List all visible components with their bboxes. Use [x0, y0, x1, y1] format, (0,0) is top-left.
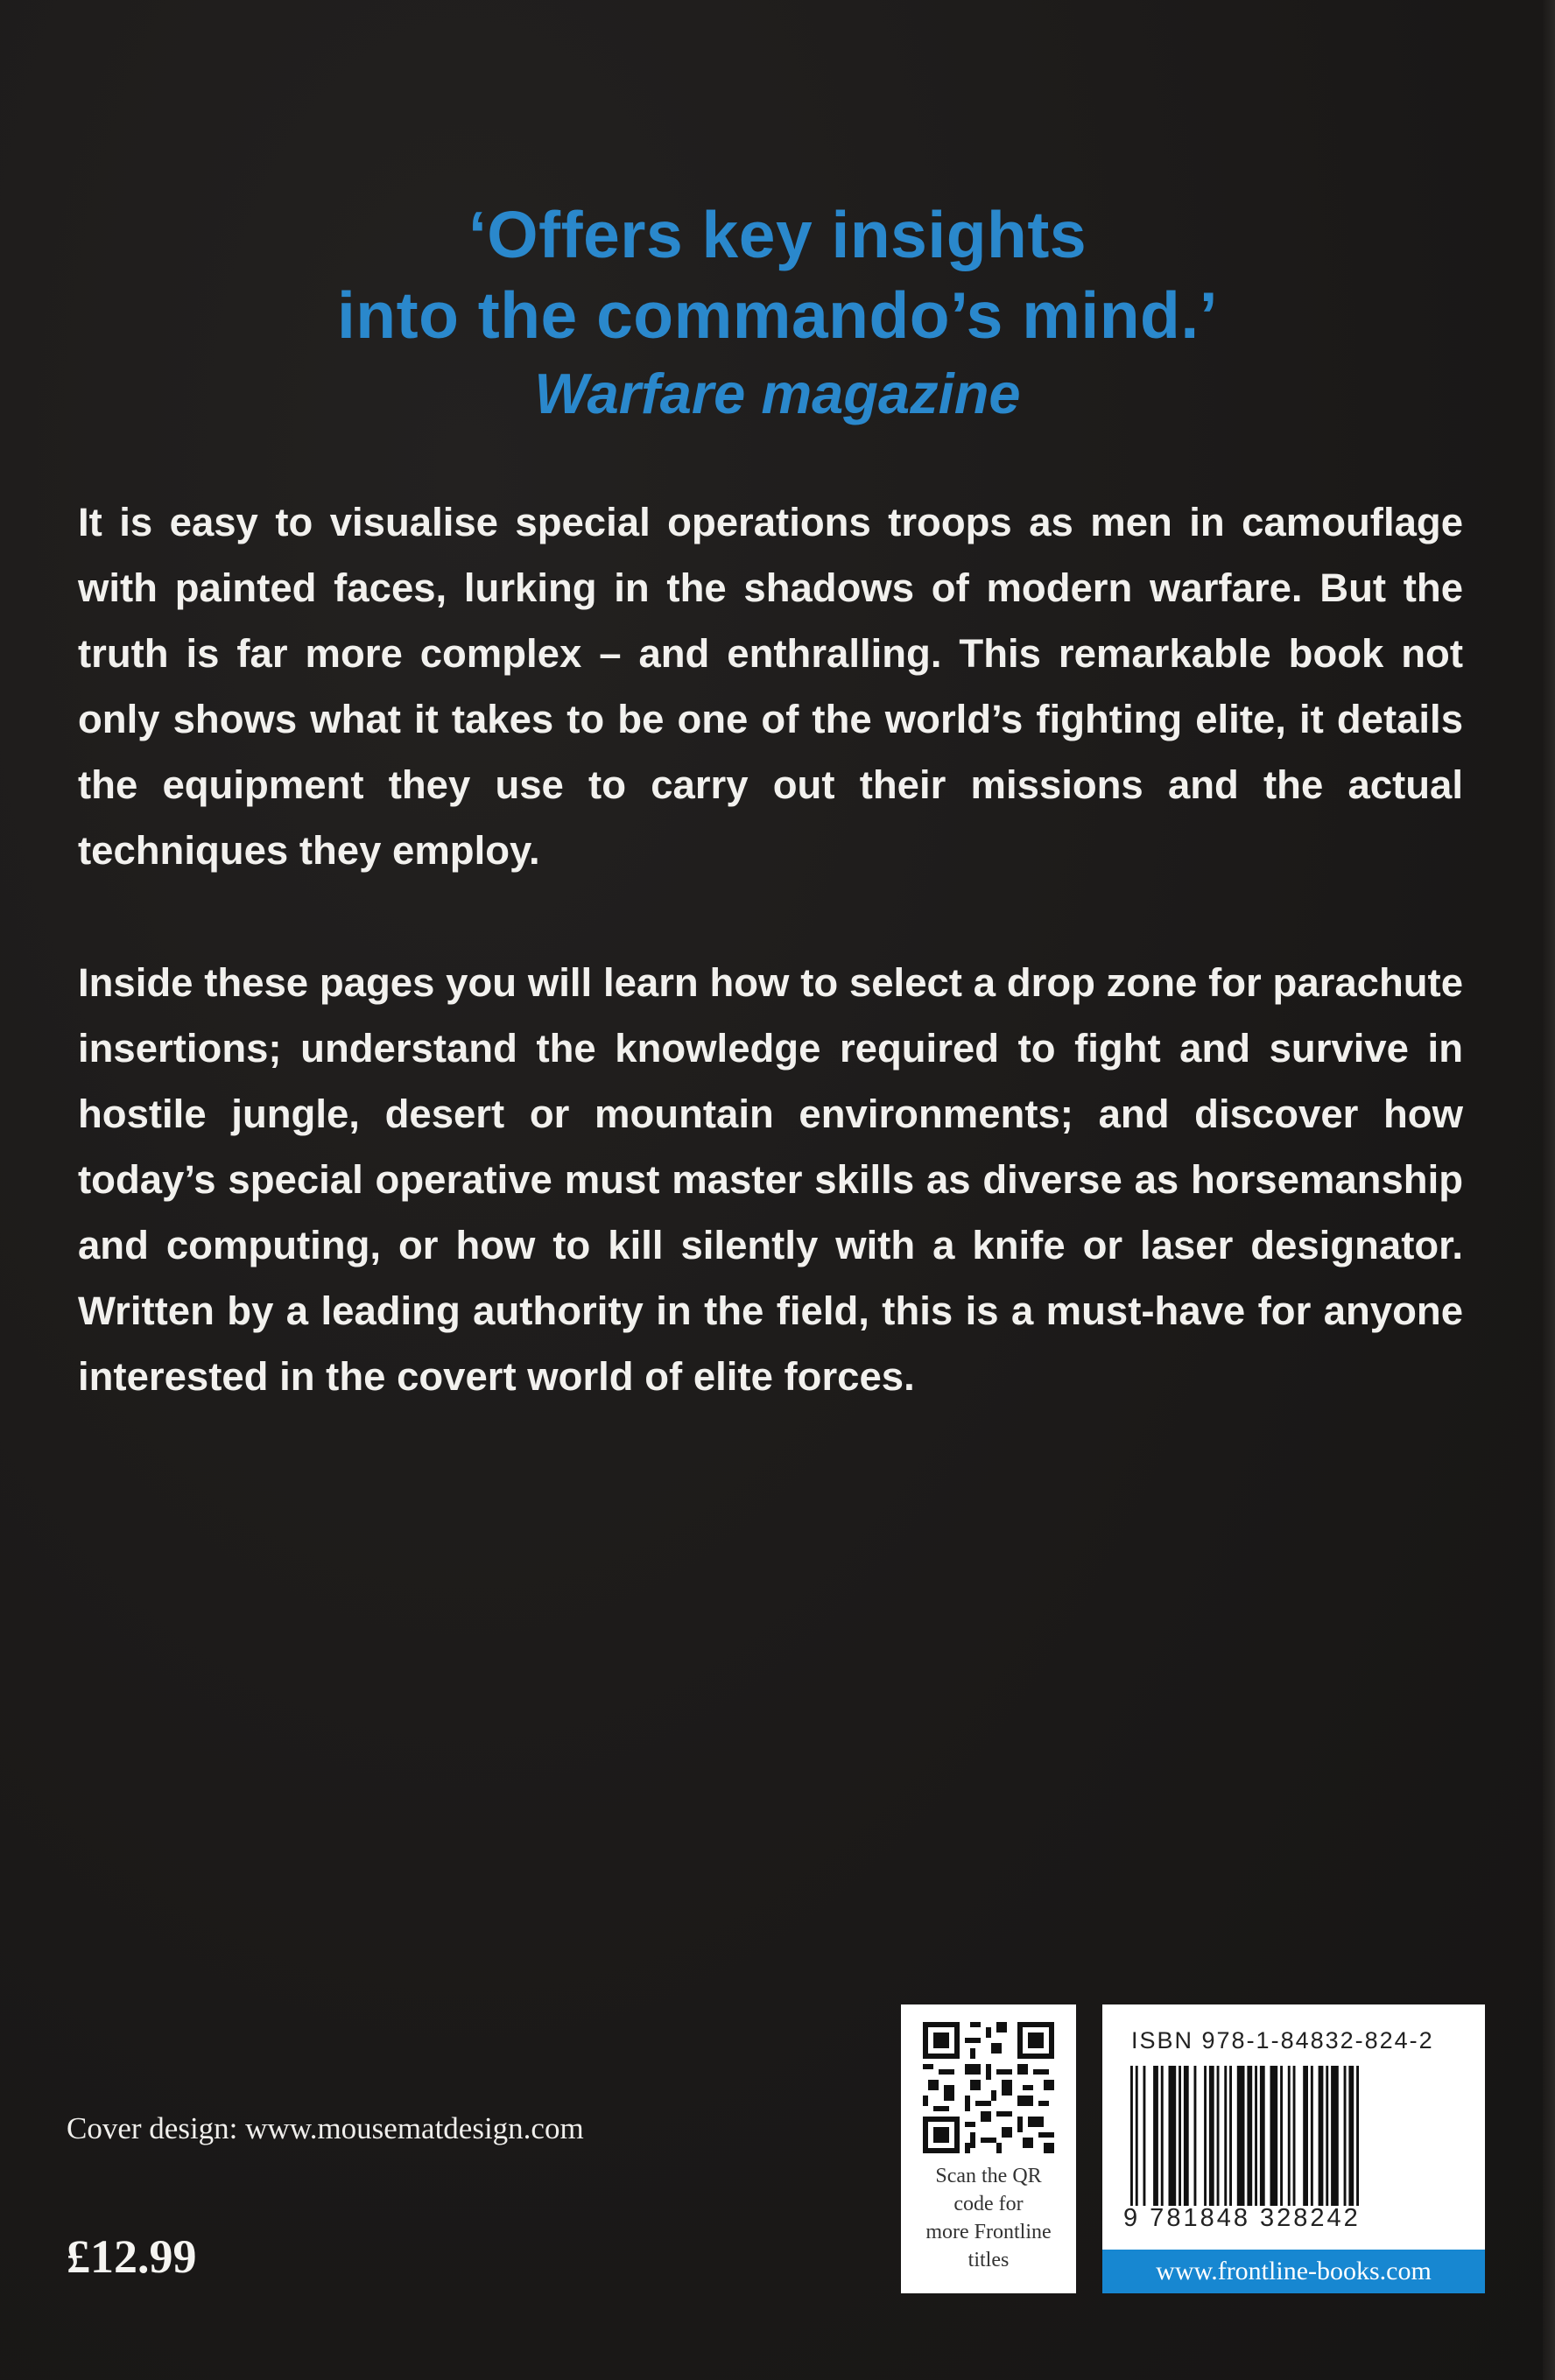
- cover-design-credit: Cover design: www.mousematdesign.com: [67, 2111, 584, 2145]
- barcode-bar: [1229, 2066, 1232, 2206]
- qr-caption-line: more Frontline: [925, 2221, 1052, 2243]
- barcode-bar: [1143, 2066, 1146, 2206]
- barcode-bar: [1356, 2066, 1359, 2206]
- quote-source: Warfare magazine: [534, 362, 1021, 425]
- isbn-panel: [1102, 2004, 1485, 2293]
- qr-caption-line: titles: [967, 2249, 1010, 2271]
- barcode-bar: [1311, 2066, 1313, 2206]
- barcode-bar: [1348, 2066, 1354, 2206]
- blurb-paragraph-2: Inside these pages you will learn how to select a drop zone for parachute insertions; understand the knowledge required to fight and survive in hostile jungle, desert or mountain environments; and discover how today’s special operative must master skills as diverse as horsemanship and computing, or how to kill silently with a knife or laser designator. Written by a leading authority in the field, this is a must-have for anyone interested in the covert world of elite forces.: [78, 960, 1463, 1399]
- barcode-bar: [1161, 2066, 1164, 2206]
- barcode-bar: [1293, 2066, 1296, 2206]
- barcode-bar: [1303, 2066, 1308, 2206]
- blurb-paragraph-1: It is easy to visualise special operations troops as men in camouflage with painted faces, lurking in the shadows of modern warfare. But the truth is far more complex – and enthralling. This remarkable book not only shows what it takes to be one of the world’s fighting elite, it details the equipment they use to carry out their missions and the actual techniques they employ.: [78, 500, 1463, 873]
- barcode-bar: [1260, 2066, 1265, 2206]
- barcode-bar: [1255, 2066, 1257, 2206]
- barcode-bar: [1319, 2066, 1324, 2206]
- barcode-bar: [1209, 2066, 1214, 2206]
- barcode-bar: [1224, 2066, 1227, 2206]
- price: £12.99: [67, 2230, 197, 2283]
- barcode-bar: [1288, 2066, 1291, 2206]
- barcode-bar: [1217, 2066, 1220, 2206]
- barcode-bar: [1194, 2066, 1197, 2206]
- barcode-digits: 9 781848 328242: [1123, 2204, 1361, 2232]
- quote-line-2: into the commando’s mind.’: [336, 278, 1219, 352]
- barcode-bar: [1237, 2066, 1245, 2206]
- qr-caption-line: Scan the QR: [935, 2165, 1042, 2187]
- barcode-bar: [1184, 2066, 1189, 2206]
- barcode-bar: [1326, 2066, 1328, 2206]
- isbn-label: ISBN 978-1-84832-824-2: [1131, 2027, 1434, 2054]
- barcode-bar: [1179, 2066, 1181, 2206]
- barcode-bar: [1247, 2066, 1252, 2206]
- quote-line-1: ‘Offers key insights: [468, 198, 1087, 271]
- qr-panel: [901, 2004, 1076, 2293]
- barcode-bar: [1331, 2066, 1339, 2206]
- barcode-bar: [1204, 2066, 1207, 2206]
- barcode-bar: [1136, 2066, 1138, 2206]
- review-quote: [0, 194, 1555, 432]
- barcode-bar: [1280, 2066, 1283, 2206]
- barcode-bar: [1270, 2066, 1278, 2206]
- barcode-bar: [1130, 2066, 1133, 2206]
- qr-code-icon[interactable]: [923, 2022, 1054, 2153]
- barcode-bar: [1344, 2066, 1347, 2206]
- barcode-bar: [1169, 2066, 1177, 2206]
- publisher-website-link[interactable]: www.frontline-books.com: [1102, 2250, 1485, 2293]
- qr-caption: [901, 2162, 1076, 2274]
- qr-caption-line: code for: [953, 2193, 1024, 2215]
- barcode-icon: [1127, 2066, 1460, 2206]
- barcode-bar: [1153, 2066, 1158, 2206]
